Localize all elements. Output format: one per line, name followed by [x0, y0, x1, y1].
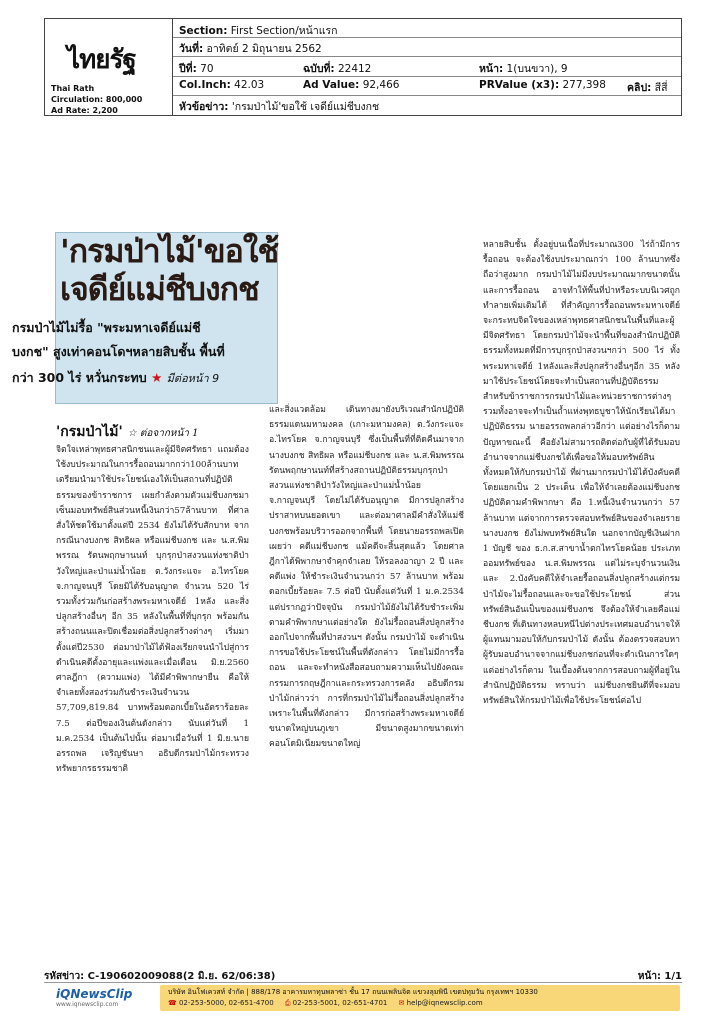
circulation: Circulation: 800,000: [51, 95, 143, 104]
ad-value-label: Ad Value:: [303, 79, 360, 91]
date-row: [179, 40, 679, 57]
issue-value: 22412: [337, 63, 372, 75]
ad-rate: Ad Rate: 2,200: [51, 106, 118, 115]
fax-icon: ⎙: [284, 999, 291, 1007]
subhead-line-1: กรมป่าไม้ไม่รื้อ "พระมหาเจดีย์แม่ชี: [12, 320, 201, 335]
publication-name: Thai Rath: [51, 84, 95, 93]
clip-value: สีสี่: [654, 82, 668, 94]
headline-label: หัวข้อข่าว:: [179, 101, 229, 113]
footer-bar: [44, 982, 682, 1012]
subhead-line-2: บงกช" สูงเท่าคอนโดฯหลายสิบชั้น พื้นที่: [12, 344, 225, 359]
divider: [173, 37, 681, 38]
news-code: รหัสข่าว: C-190602009088(2 มิ.ย. 62/06:38): [44, 971, 276, 982]
section-label: Section:: [179, 25, 228, 37]
article-text: จิตใจเหล่าพุทธศาสนิกชนและผู้มีจิตศรัทธา แถมต้องใช้งบประมาณในการรื้อถอนมากกว่า100ล้านบาท เตรียมนำมาใช้ประโยชน์เองให้เป็นสถานที่ปฏิบัติธรรมของข้าราชการ เผยกำลังตามตัวแม่ชีบงกชมาเซ็นมอบทรัพย์สินส่วนหนี้เงินกว่า57ล้านบาท ที่ศาลสั่งให้ชดใช้มาตั้งแต่ปี 2534 ยังไม่ได้รับสักบาท จากกรณีนางบงกช สิทธิผล หรือแม่ชีบงกช และ น.ส.พิมพรรณ รัตนพฤกษานนท์ บุกรุกป่าสงวนแห่งชาติป่าวังใหญ่และป่าแม่น้ำน้อย ต.วังกระแจะ อ.ไทรโยค จ.กาญจนบุรี โดยมิได้รับอนุญาต จำนวน 520 ไร่ รวมทั้งร่วมกันก่อสร้างพระมหาเจดีย์ 1หลัง และสิ่งปลูกสร้างอื่นๆ อีก 35 หลังในพื้นที่ที่บุกรุก พร้อมกันสร้างถนนและปิดเชื่อมต่อสิ่งปลูกสร้างต่างๆ เริ่มมาตั้งแต่ปี2530 ต่อมาป่าไม้ได้ฟ้องเรียกจนนำไปสู่การดำเนินคดีตั้งอายุและแพ่งและเมื่อเดือน มิ.ย.2560 ศาลฎีกา (ความแพ่ง) ได้มีคำพิพากษายืน คือให้จำเลยทั้งสองร่วมกันชำระเงินจำนวน 57,709,819.84 บาทพร้อมดอกเบี้ยในอัตราร้อยละ 7.5 ต่อปีของเงินต้นดังกล่าว นับแต่วันที่ 1 ม.ค.2534 เป็นต้นไปนั้น ต่อมาเมื่อวันที่ 1 มิ.ย.นายอรรถพล เจริญชันษา อธิบดีกรมป่าไม้กระทรวงทรัพยากรธรรมชาติ: [56, 445, 249, 775]
article-column-1: [56, 423, 249, 777]
company-contact: [160, 985, 680, 1011]
article-column-3: [483, 238, 680, 709]
clip-header: [44, 18, 682, 116]
headline-line-1: 'กรมป่าไม้'ขอใช้: [60, 232, 279, 270]
ad-value: 92,466: [362, 79, 400, 91]
section-value: First Section/หน้าแรก: [230, 25, 338, 37]
brand-url: www.iqnewsclip.com: [56, 1001, 119, 1008]
clip-meta: [173, 19, 681, 115]
page-count: หน้า: 1/1: [637, 971, 682, 982]
email-address[interactable]: help@iqnewsclip.com: [406, 999, 483, 1007]
year-value: 70: [200, 63, 214, 75]
subhead-line-3-text: กว่า 300 ไร่ หวั่นกระทบ: [12, 370, 147, 385]
continued-from-note: ☆ ต่อจากหน้า 1: [127, 428, 199, 439]
article-column-2: [269, 403, 464, 753]
phone-numbers: 02-253-5000, 02-651-4700: [178, 999, 274, 1007]
headline-value: 'กรมป่าไม้'ขอใช้ เจดีย์แม่ชีบงกช: [231, 101, 380, 113]
column-heading-text: 'กรมป่าไม้': [56, 424, 123, 440]
email-icon: ✉: [398, 999, 405, 1007]
fax-numbers: 02-253-5001, 02-651-4701: [292, 999, 388, 1007]
continued-note: มีต่อหน้า 9: [166, 372, 220, 385]
colinch-label: Col.Inch:: [179, 79, 231, 91]
newspaper-logo: ไทยรัฐ: [67, 45, 136, 75]
date-label: วันที่:: [179, 43, 204, 55]
divider: [173, 56, 681, 57]
date-value: อาทิตย์ 2 มิถุนายน 2562: [206, 43, 322, 55]
clip-label: คลิป:: [627, 82, 652, 94]
headline-row: [179, 98, 679, 115]
column-heading: [56, 423, 249, 443]
article-text: หลายสิบชั้น ตั้งอยู่บนเนื้อที่ประมาณ300 ไร่ถ้ามีการรื้อถอน จะต้องใช้งบประมาณกว่า 100 ล้านบาทซึ่งถือว่าสูงมาก กรมป่าไม้ไม่มีงบประมาณมากขนาดนั้น และการรื้อถอน อาจทำให้พื้นที่ป่าหรือระบบนิเวศถูกทำลายเพิ่มเติมได้ ที่สำคัญการรื้อถอนพระมหาเจดีย์ จะกระทบจิตใจของเหล่าพุทธศาสนิกชนในพื้นที่และผู้มีจิตศรัทธา โดยกรมป่าไม้จะนำพื้นที่ของสำนักปฏิบัติธรรมทั้งหมดที่มีการบุกรุกป่าสงวนฯกว่า 500 ไร่ ทั้งพระมหาเจดีย์ 1หลังและสิ่งปลูกสร้างอื่นๆอีก 35 หลังมาใช้ประโยชน์โดยจะทำเป็นสถานที่ปฏิบัติธรรมสำหรับข้าราชการกรมป่าไม้และหน่วยราชการต่างๆ รวมทั้งอาจจะทำเป็นถ้ำแห่งพุทธบูชาให้นักเรียนได้มาปฏิบัติธรรม นายอรรถพลกล่าวอีกว่า แต่อย่างไรก็ตามปัญหาขณะนี้ คือยังไม่สามารถติดต่อกับผู้ที่ได้รับมอบอำนาจจากแม่ชีบงกชได้เพื่อขอให้มอบทรัพย์สินทั้งหมดให้กับกรมป่าไม้ ที่ผ่านมากรมป่าไม้ได้บังคับคดีโดยแยกเป็น 2 ประเด็น เพื่อให้จำเลยต้องแม่ชีบงกชปฏิบัติตามคำพิพากษา คือ 1.หนี้เงินจำนวนกว่า 57 ล้านบาท แต่จากการตรวจสอบทรัพย์สินของจำเลยรายนางบงกช ยังไม่พบทรัพย์สินใด นอกจากบัญชีเงินฝาก 1 บัญชี ของ ธ.ก.ส.สาขาน้ำตกไทรโยคน้อย ประเภทออมทรัพย์ของ น.ส.พิมพรรณ แต่ไม่ระบุจำนวนเงิน และ 2.บังคับคดีให้จำเลยรื้อถอนสิ่งปลูกสร้างแต่กรมป่าไม้จะไม่รื้อถอนและจะขอใช้ประโยชน์ ส่วนทรัพย์สินอันเป็นของแม่ชีบงกช จึงต้องให้จำเลยคือแม่ชีบงกช ที่เดินทางหลบหนีไปต่างประเทศมอบอำนาจให้ผู้แทนมามอบให้กับกรมป่าไม้ ดังนั้น ต้องตรวจสอบหาผู้รับมอบอำนาจจากแม่ชีบงกชก่อนที่จะดำเนินการใดๆ แต่อย่างไรก็ตาม ในเบื้องต้นจากการสอบถามผู้ที่อยู่ในสำนักปฏิบัติธรรม ทราบว่า แม่ชีบงกชยินดีที่จะมอบทรัพย์สินให้กรมป่าไม้เพื่อใช้ประโยชน์ต่อไป: [483, 240, 680, 707]
star-icon: ★: [151, 370, 163, 385]
divider: [173, 76, 681, 77]
contact-row: [168, 998, 672, 1009]
prvalue-label: PRValue (x3):: [479, 79, 560, 91]
year-label: ปีที่:: [179, 63, 197, 75]
headline-line-2: เจดีย์แม่ชีบงกช: [60, 270, 259, 308]
article-text: และสิ่งแวดล้อม เดินทางมายังบริเวณสำนักปฏิบัติธรรมแดนมหามงคล (เกาะมหามงคล) ต.วังกระแจะ อ.ไทรโยค จ.กาญจนบุรี ซึ่งเป็นพื้นที่ที่ติดคืนมาจากนางบงกช สิทธิผล หรือแม่ชีบงกช และ น.ส.พิมพรรณ รัตนพฤกษานนท์ที่สร้างสถานปฏิบัติธรรมบุกรุกป่าสงวนแห่งชาติป่าวังใหญ่และป่าแม่น้ำน้อย จ.กาญจนบุรี โดยไม่ได้รับอนุญาต มีการปลูกสร้างปราสาทบนยอดเขา และต่อมาศาลมีคำสั่งให้แม่ชีบงกชพร้อมบริวารออกจากพื้นที่ โดยนายอรรถพลเปิดเผยว่า คดีแม่ชีบงกช แม้คดีจะสิ้นสุดแล้ว โดยศาลฎีกาได้พิพากษาจำคุกจำเลย ให้รอลงอาญา 2 ปี และคดีแพ่ง ให้ชำระเงินจำนวนกว่า 57 ล้านบาท พร้อมดอกเบี้ยร้อยละ 7.5 ต่อปี นับตั้งแต่วันที่ 1 ม.ค.2534 แต่ปรากฏว่าปัจจุบัน กรมป่าไม้ยังไม่ได้รับชำระเพิ่มตามคำพิพากษาแต่อย่างใด ยังไม่รื้อถอนสิ่งปลูกสร้างออกไปจากพื้นที่ป่าสงวนฯ ดังนั้น กรมป่าไม้ จะดำเนินการขอใช้ประโยชน์ในพื้นที่ดังกล่าว โดยไม่มีการรื้อถอน และจะทำหนังสือสอบถามความเห็นไปยังคณะกรรมการกฤษฎีกาและกระทรวงการคลัง อธิบดีกรมป่าไม้กล่าวว่า การที่กรมป่าไม้ไม่รื้อถอนสิ่งปลูกสร้าง เพราะในพื้นที่ดังกล่าว มีการก่อสร้างพระมหาเจดีย์ ขนาดใหญ่บนภูเขา มีขนาดสูงมากขนาดเท่าคอนโดมิเนียมขนาดใหญ่: [269, 405, 464, 750]
company-address: บริษัท อินโฟเควสท์ จำกัด | 888/178 อาคารมหาทุนพลาซ่า ชั้น 17 ถนนเพลินจิต แขวงลุมพินี เขตปทุมวัน กรุงเทพฯ 10330: [168, 988, 538, 996]
colinch-value: 42.03: [234, 79, 265, 91]
issue-label: ฉบับที่:: [303, 63, 335, 75]
brand-logo: [56, 987, 132, 1008]
page-value: 1(บนขวา), 9: [506, 63, 568, 75]
page-label: หน้า:: [479, 63, 504, 75]
brand-name: iQNewsClip: [56, 987, 133, 1001]
publication-box: [45, 19, 173, 115]
phone-icon: ☎: [168, 999, 177, 1007]
divider: [173, 95, 681, 96]
publication-info: [51, 83, 142, 116]
prvalue: 277,398: [562, 79, 606, 91]
subhead-line-3: [12, 370, 219, 387]
